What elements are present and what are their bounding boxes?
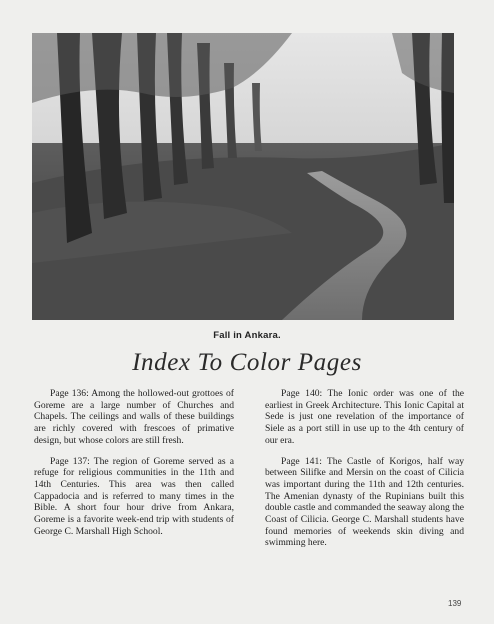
photo-caption: Fall in Ankara. [213, 330, 281, 341]
paragraph-page-141: Page 141: The Castle of Korigos, half way between Silifke and Mersin on the coast of Cilicia was important during the 11th and 12th centuries. The Amenian dynasty of the Rupinians built this double castle and commanded the seaway along the Coast of Cilicia. George C. Marshall students have found memories of weekends skin diving and swimming here. [265, 455, 464, 549]
paragraph-page-140: Page 140: The Ionic order was one of the earliest in Greek Architecture. This Ionic Capital at Sede is just one revelation of the importance of Siele as a port still in use up to the 4th century of our era. [265, 388, 464, 446]
landscape-photo-illustration [32, 33, 454, 320]
page-number: 139 [448, 599, 462, 608]
paragraph-page-136: Page 136: Among the hollowed-out grottoes of Goreme are a large number of Churches and Chapels. The ceilings and walls of these buildings are richly covered with frescoes of primative design, but whose colors are still fresh. [34, 388, 234, 446]
paragraph-page-137: Page 137: The region of Goreme served as a refuge for religious communities in the 11th and 14th Centuries. This area was then called Cappadocia and is referred to many times in the Bible. A short four hour drive from Ankara, Goreme is a favorite week-end trip with students of George C. Marshall High School. [34, 455, 234, 537]
photo-fall-in-ankara [32, 33, 454, 320]
page-title: Index To Color Pages [132, 349, 362, 376]
left-text-column [34, 388, 234, 546]
right-text-column [265, 388, 464, 558]
